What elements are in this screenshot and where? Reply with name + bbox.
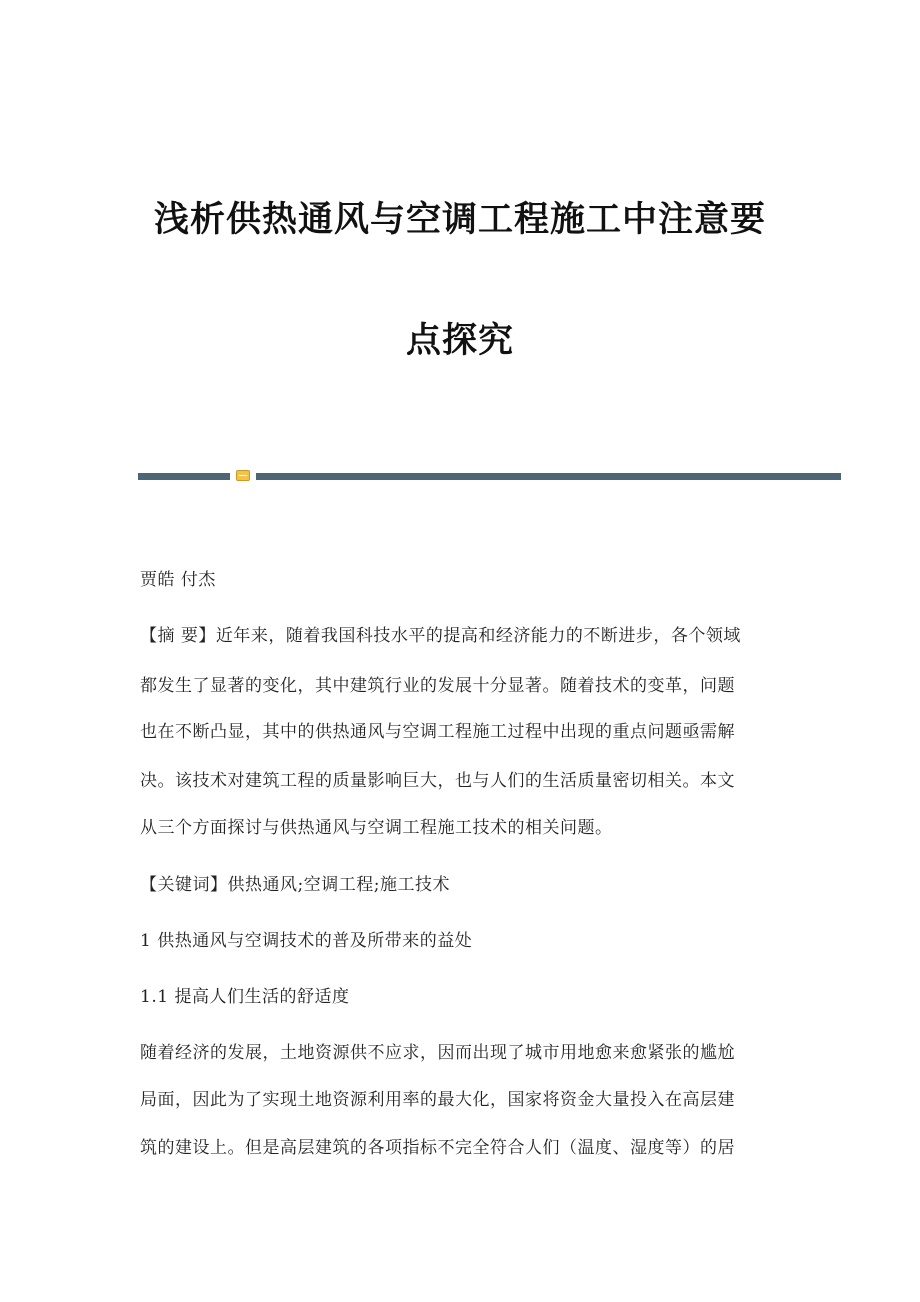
abstract-line: 也在不断凸显，其中的供热通风与空调工程施工过程中出现的重点问题亟需解 xyxy=(140,722,735,742)
keywords: 【关键词】供热通风;空调工程;施工技术 xyxy=(140,875,450,895)
authors: 贾皓 付杰 xyxy=(140,570,216,590)
body-line: 局面，因此为了实现土地资源利用率的最大化，国家将资金大量投入在高层建 xyxy=(140,1090,735,1110)
body-line: 筑的建设上。但是高层建筑的各项指标不完全符合人们（温度、湿度等）的居 xyxy=(140,1138,735,1158)
abstract-line: 【摘 要】近年来，随着我国科技水平的提高和经济能力的不断进步，各个领域 xyxy=(140,626,741,646)
paper-title-line-2: 点探究 xyxy=(405,320,514,361)
title-divider xyxy=(138,470,841,480)
body-line: 随着经济的发展，土地资源供不应求，因而出现了城市用地愈来愈紧张的尴尬 xyxy=(140,1043,735,1063)
abstract-line: 从三个方面探讨与供热通风与空调工程施工技术的相关问题。 xyxy=(140,818,613,838)
divider-left-bar xyxy=(138,473,230,480)
paper-title-line-1: 浅析供热通风与空调工程施工中注意要 xyxy=(153,199,766,240)
divider-badge-icon xyxy=(236,470,250,481)
divider-right-bar xyxy=(256,473,841,480)
abstract-line: 决。该技术对建筑工程的质量影响巨大，也与人们的生活质量密切相关。本文 xyxy=(140,771,735,791)
section-heading: 1 供热通风与空调技术的普及所带来的益处 xyxy=(140,931,473,951)
abstract-line: 都发生了显著的变化，其中建筑行业的发展十分显著。随着技术的变革，问题 xyxy=(140,676,735,696)
subsection-heading: 1.1 提高人们生活的舒适度 xyxy=(140,987,350,1007)
